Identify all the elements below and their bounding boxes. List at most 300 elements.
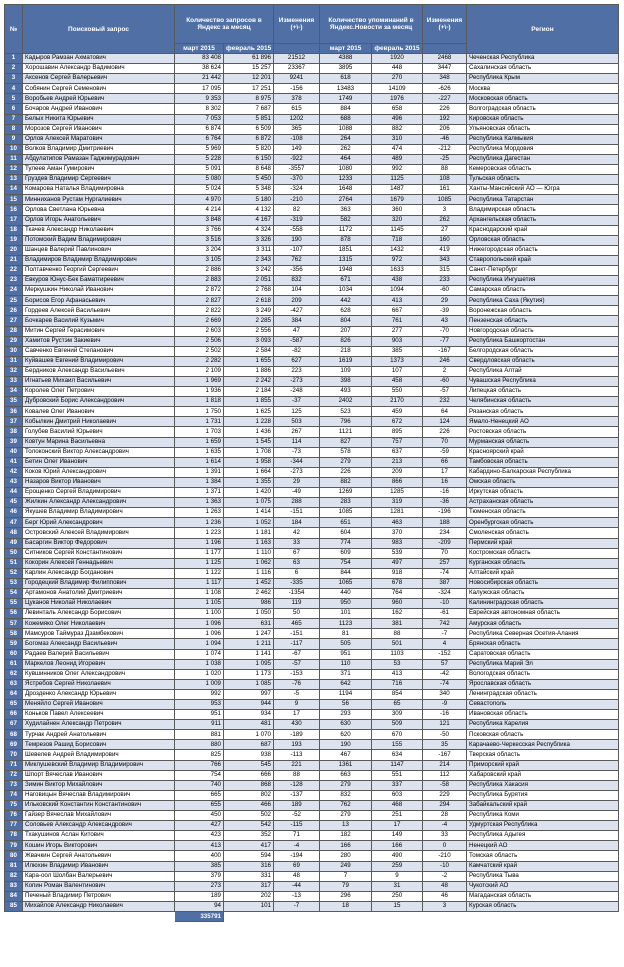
- mentions-feb-cell: 509: [372, 720, 423, 730]
- query-cell: Меняйло Сергей Иванович: [23, 700, 175, 710]
- mentions-feb-cell: 337: [372, 780, 423, 790]
- region-cell: Ленинградская область: [467, 689, 619, 699]
- mentions-feb-cell: 1125: [372, 175, 423, 185]
- query-cell: Худилайнен Александр Петрович: [23, 720, 175, 730]
- requests-feb-cell: 594: [224, 851, 274, 861]
- table-row: [5, 225, 619, 235]
- requests-mar-cell: 951: [175, 710, 224, 720]
- mentions-feb-cell: 458: [372, 377, 423, 387]
- requests-change-cell: -344: [274, 457, 320, 467]
- mentions-change-cell: 246: [423, 356, 467, 366]
- mentions-feb-cell: 17: [372, 821, 423, 831]
- query-cell: Волков Владимир Дмитриевич: [23, 144, 175, 154]
- row-number: 24: [5, 286, 23, 296]
- mentions-mar-cell: 190: [320, 740, 372, 750]
- mentions-mar-cell: 827: [320, 437, 372, 447]
- mentions-mar-cell: 804: [320, 316, 372, 326]
- requests-mar-cell: 1 391: [175, 467, 224, 477]
- table-row: [5, 417, 619, 427]
- mentions-change-cell: 188: [423, 518, 467, 528]
- row-number: 51: [5, 558, 23, 568]
- region-cell: Москва: [467, 84, 619, 94]
- region-cell: Томская область: [467, 851, 619, 861]
- query-cell: Бочаров Андрей Иванович: [23, 104, 175, 114]
- requests-change-cell: 149: [274, 144, 320, 154]
- query-cell: Шанцев Валерий Павлинович: [23, 245, 175, 255]
- mentions-feb-cell: 320: [372, 215, 423, 225]
- mentions-mar-cell: 182: [320, 831, 372, 841]
- query-cell: Кошин Игорь Викторович: [23, 841, 175, 851]
- requests-change-cell: 71: [274, 831, 320, 841]
- total-blank-6: [372, 911, 423, 921]
- requests-change-cell: 23367: [274, 64, 320, 74]
- mentions-change-cell: -46: [423, 134, 467, 144]
- requests-change-cell: 21512: [274, 54, 320, 64]
- requests-change-cell: -156: [274, 84, 320, 94]
- region-cell: Республика Хакасия: [467, 780, 619, 790]
- table-row: [5, 397, 619, 407]
- row-number: 33: [5, 377, 23, 387]
- mentions-change-cell: 3447: [423, 64, 467, 74]
- requests-change-cell: 17: [274, 710, 320, 720]
- mentions-feb-cell: 209: [372, 467, 423, 477]
- requests-feb-cell: 1 052: [224, 518, 274, 528]
- table-row: [5, 114, 619, 124]
- mentions-change-cell: 262: [423, 215, 467, 225]
- requests-feb-cell: 666: [224, 770, 274, 780]
- requests-feb-cell: 202: [224, 891, 274, 901]
- requests-change-cell: -107: [274, 245, 320, 255]
- requests-change-cell: -5: [274, 689, 320, 699]
- mentions-mar-cell: 826: [320, 336, 372, 346]
- requests-feb-cell: 986: [224, 599, 274, 609]
- region-cell: Ямало-Ненецкий АО: [467, 417, 619, 427]
- region-cell: Республика Саха (Якутия): [467, 296, 619, 306]
- requests-feb-cell: 1 452: [224, 578, 274, 588]
- requests-mar-cell: 2 883: [175, 276, 224, 286]
- mentions-feb-cell: 65: [372, 700, 423, 710]
- requests-change-cell: 50: [274, 609, 320, 619]
- table-row: [5, 366, 619, 376]
- table-row: [5, 336, 619, 346]
- requests-feb-cell: 5 851: [224, 114, 274, 124]
- query-cell: Островский Алексей Владимирович: [23, 528, 175, 538]
- requests-feb-cell: 1 211: [224, 639, 274, 649]
- mentions-change-cell: 108: [423, 175, 467, 185]
- region-cell: Приморский край: [467, 760, 619, 770]
- row-number: 20: [5, 245, 23, 255]
- row-number: 44: [5, 488, 23, 498]
- mentions-change-cell: 16: [423, 477, 467, 487]
- mentions-mar-cell: 262: [320, 144, 372, 154]
- mentions-feb-cell: 88: [372, 629, 423, 639]
- mentions-mar-cell: 663: [320, 770, 372, 780]
- requests-mar-cell: 1 020: [175, 669, 224, 679]
- mentions-change-cell: 192: [423, 114, 467, 124]
- requests-mar-cell: 4 970: [175, 195, 224, 205]
- row-number: 1: [5, 54, 23, 64]
- mentions-feb-cell: 309: [372, 710, 423, 720]
- requests-mar-cell: 665: [175, 790, 224, 800]
- table-row: [5, 265, 619, 275]
- header-requests-feb: февраль 2015: [224, 44, 274, 54]
- mentions-change-cell: -626: [423, 84, 467, 94]
- mentions-mar-cell: 642: [320, 679, 372, 689]
- mentions-mar-cell: 882: [320, 477, 372, 487]
- query-cell: Тулеев Аман Гумирович: [23, 165, 175, 175]
- query-cell: Потомский Вадим Владимирович: [23, 235, 175, 245]
- query-cell: Жилкин Александр Александрович: [23, 498, 175, 508]
- row-number: 75: [5, 800, 23, 810]
- requests-mar-cell: 1 100: [175, 609, 224, 619]
- requests-feb-cell: 331: [224, 871, 274, 881]
- mentions-feb-cell: 251: [372, 811, 423, 821]
- row-number: 80: [5, 851, 23, 861]
- mentions-change-cell: -16: [423, 710, 467, 720]
- requests-feb-cell: 1 247: [224, 629, 274, 639]
- region-cell: Рязанская область: [467, 407, 619, 417]
- query-cell: Куйвашев Евгений Владимирович: [23, 356, 175, 366]
- row-number: 28: [5, 326, 23, 336]
- row-number: 27: [5, 316, 23, 326]
- requests-change-cell: -73: [274, 447, 320, 457]
- requests-mar-cell: 413: [175, 841, 224, 851]
- query-cell: Ильковский Константин Константинович: [23, 800, 175, 810]
- table-row: [5, 518, 619, 528]
- table-row: [5, 689, 619, 699]
- requests-feb-cell: 2 618: [224, 296, 274, 306]
- mentions-mar-cell: 279: [320, 780, 372, 790]
- requests-feb-cell: 17 251: [224, 84, 274, 94]
- mentions-feb-cell: 983: [372, 538, 423, 548]
- mentions-change-cell: -16: [423, 488, 467, 498]
- query-cell: Коков Юрий Александрович: [23, 467, 175, 477]
- mentions-change-cell: 64: [423, 407, 467, 417]
- requests-change-cell: -108: [274, 134, 320, 144]
- requests-change-cell: 88: [274, 770, 320, 780]
- table-row: [5, 609, 619, 619]
- mentions-feb-cell: 634: [372, 750, 423, 760]
- mentions-change-cell: 28: [423, 811, 467, 821]
- requests-change-cell: 762: [274, 255, 320, 265]
- mentions-feb-cell: 854: [372, 689, 423, 699]
- table-row: [5, 387, 619, 397]
- mentions-change-cell: -70: [423, 326, 467, 336]
- row-number: 65: [5, 700, 23, 710]
- mentions-feb-cell: 277: [372, 326, 423, 336]
- mentions-mar-cell: 1749: [320, 94, 372, 104]
- region-cell: Брянская область: [467, 639, 619, 649]
- mentions-mar-cell: 1315: [320, 255, 372, 265]
- requests-change-cell: 82: [274, 205, 320, 215]
- table-row: [5, 104, 619, 114]
- table-row: [5, 316, 619, 326]
- mentions-change-cell: 3: [423, 901, 467, 911]
- requests-change-cell: 1202: [274, 114, 320, 124]
- requests-feb-cell: 1 664: [224, 467, 274, 477]
- query-cell: Якушев Владимир Владимирович: [23, 508, 175, 518]
- query-cell: Кара-оол Шолбан Валерьевич: [23, 871, 175, 881]
- mentions-change-cell: -167: [423, 750, 467, 760]
- region-cell: Еврейская автономная область: [467, 609, 619, 619]
- mentions-feb-cell: 1920: [372, 54, 423, 64]
- region-cell: Санкт-Петербург: [467, 265, 619, 275]
- row-number: 40: [5, 447, 23, 457]
- region-cell: Архангельская область: [467, 215, 619, 225]
- requests-change-cell: 104: [274, 286, 320, 296]
- requests-change-cell: -558: [274, 225, 320, 235]
- requests-change-cell: -117: [274, 639, 320, 649]
- table-row: [5, 881, 619, 891]
- table-row: [5, 215, 619, 225]
- region-cell: Республика Мордовия: [467, 144, 619, 154]
- table-row: [5, 780, 619, 790]
- requests-mar-cell: 1 635: [175, 447, 224, 457]
- query-cell: Хорошавин Александр Вадимович: [23, 64, 175, 74]
- mentions-feb-cell: 764: [372, 588, 423, 598]
- table-row: [5, 720, 619, 730]
- requests-change-cell: -248: [274, 387, 320, 397]
- region-cell: Сахалинская область: [467, 64, 619, 74]
- mentions-feb-cell: 672: [372, 417, 423, 427]
- query-cell: Копин Роман Валентинович: [23, 881, 175, 891]
- mentions-change-cell: -212: [423, 144, 467, 154]
- requests-feb-cell: 1 095: [224, 659, 274, 669]
- mentions-change-cell: 229: [423, 790, 467, 800]
- row-number: 4: [5, 84, 23, 94]
- mentions-change-cell: -50: [423, 730, 467, 740]
- mentions-feb-cell: 2170: [372, 397, 423, 407]
- row-number: 85: [5, 901, 23, 911]
- mentions-mar-cell: 18: [320, 901, 372, 911]
- mentions-feb-cell: 678: [372, 578, 423, 588]
- mentions-mar-cell: 609: [320, 548, 372, 558]
- requests-feb-cell: 868: [224, 780, 274, 790]
- row-number: 26: [5, 306, 23, 316]
- mentions-mar-cell: 1080: [320, 165, 372, 175]
- query-cell: Орлов Алексей Маратович: [23, 134, 175, 144]
- region-cell: Московская область: [467, 94, 619, 104]
- requests-feb-cell: 12 201: [224, 74, 274, 84]
- region-cell: Чувашская Республика: [467, 377, 619, 387]
- total-blank-8: [467, 911, 619, 921]
- row-number: 66: [5, 710, 23, 720]
- region-cell: Пензенская область: [467, 316, 619, 326]
- requests-feb-cell: 4 324: [224, 225, 274, 235]
- mentions-feb-cell: 1103: [372, 649, 423, 659]
- requests-change-cell: -370: [274, 175, 320, 185]
- mentions-feb-cell: 718: [372, 235, 423, 245]
- requests-change-cell: -82: [274, 346, 320, 356]
- table-body: [5, 54, 619, 912]
- requests-change-cell: 832: [274, 276, 320, 286]
- region-cell: Карачаево-Черкесская Республика: [467, 740, 619, 750]
- mentions-change-cell: 343: [423, 255, 467, 265]
- region-cell: Вологодская область: [467, 669, 619, 679]
- mentions-change-cell: -196: [423, 508, 467, 518]
- mentions-change-cell: -61: [423, 609, 467, 619]
- row-number: 32: [5, 366, 23, 376]
- requests-mar-cell: 3 516: [175, 235, 224, 245]
- requests-mar-cell: 2 603: [175, 326, 224, 336]
- query-cell: Комарова Наталья Владимировна: [23, 185, 175, 195]
- total-blank-3: [224, 911, 274, 921]
- requests-mar-cell: 17 095: [175, 84, 224, 94]
- mentions-change-cell: 70: [423, 548, 467, 558]
- mentions-mar-cell: 371: [320, 669, 372, 679]
- region-cell: Ярославская область: [467, 679, 619, 689]
- mentions-mar-cell: 279: [320, 811, 372, 821]
- row-number: 19: [5, 235, 23, 245]
- query-cell: Шпорт Вячеслав Иванович: [23, 770, 175, 780]
- requests-mar-cell: 655: [175, 800, 224, 810]
- mentions-feb-cell: 53: [372, 659, 423, 669]
- row-number: 7: [5, 114, 23, 124]
- query-cell: Зимин Виктор Михайлович: [23, 780, 175, 790]
- requests-change-cell: -113: [274, 750, 320, 760]
- row-number: 13: [5, 175, 23, 185]
- mentions-mar-cell: 1123: [320, 619, 372, 629]
- region-cell: Ивановская область: [467, 710, 619, 720]
- table-row: [5, 74, 619, 84]
- table-row: [5, 871, 619, 881]
- row-number: 36: [5, 407, 23, 417]
- requests-feb-cell: 4 167: [224, 215, 274, 225]
- mentions-change-cell: 232: [423, 397, 467, 407]
- requests-feb-cell: 1 228: [224, 417, 274, 427]
- requests-change-cell: 63: [274, 558, 320, 568]
- mentions-change-cell: 121: [423, 720, 467, 730]
- region-cell: Ставропольский край: [467, 255, 619, 265]
- region-cell: Кемеровская область: [467, 165, 619, 175]
- header-requests-mar: март 2015: [175, 44, 224, 54]
- requests-feb-cell: 2 584: [224, 346, 274, 356]
- header-change-mentions-blank: [423, 44, 467, 54]
- table-row: [5, 558, 619, 568]
- mentions-feb-cell: 1094: [372, 286, 423, 296]
- mentions-feb-cell: 310: [372, 134, 423, 144]
- total-requests: 335791: [175, 911, 224, 921]
- header-mentions-mar: март 2015: [320, 44, 372, 54]
- header-region: Регион: [467, 5, 619, 54]
- mentions-feb-cell: 474: [372, 144, 423, 154]
- row-number: 53: [5, 578, 23, 588]
- region-cell: Курская область: [467, 901, 619, 911]
- requests-feb-cell: 5 820: [224, 144, 274, 154]
- requests-mar-cell: 992: [175, 689, 224, 699]
- row-number: 15: [5, 195, 23, 205]
- query-cell: Морозов Сергей Иванович: [23, 124, 175, 134]
- region-cell: Республика Алтай: [467, 366, 619, 376]
- requests-mar-cell: 5 080: [175, 175, 224, 185]
- mentions-mar-cell: 279: [320, 457, 372, 467]
- mentions-change-cell: -25: [423, 154, 467, 164]
- query-cell: Дубровский Борис Александрович: [23, 397, 175, 407]
- query-cell: Карлин Александр Богданович: [23, 568, 175, 578]
- requests-mar-cell: 1 094: [175, 639, 224, 649]
- table-row: [5, 639, 619, 649]
- mentions-change-cell: 234: [423, 528, 467, 538]
- table-row: [5, 356, 619, 366]
- query-cell: Собянин Сергей Семенович: [23, 84, 175, 94]
- query-cell: Левинталь Александр Борисович: [23, 609, 175, 619]
- row-number: 6: [5, 104, 23, 114]
- region-cell: Магаданская область: [467, 891, 619, 901]
- requests-mar-cell: 400: [175, 851, 224, 861]
- requests-feb-cell: 1 070: [224, 730, 274, 740]
- row-number: 42: [5, 467, 23, 477]
- table-row: [5, 568, 619, 578]
- query-cell: Берг Юрий Александрович: [23, 518, 175, 528]
- requests-mar-cell: 1 223: [175, 528, 224, 538]
- query-cell: Владимиров Владимир Владимирович: [23, 255, 175, 265]
- table-row: [5, 205, 619, 215]
- header-change-mentions: Изменения (+\-): [423, 5, 467, 44]
- row-number: 67: [5, 720, 23, 730]
- table-row: [5, 326, 619, 336]
- requests-feb-cell: 2 184: [224, 387, 274, 397]
- region-cell: Псковская область: [467, 730, 619, 740]
- table-row: [5, 528, 619, 538]
- table-row: [5, 659, 619, 669]
- requests-change-cell: -4: [274, 841, 320, 851]
- query-cell: Кожемяко Олег Николаевич: [23, 619, 175, 629]
- mentions-mar-cell: 166: [320, 841, 372, 851]
- mentions-mar-cell: 1085: [320, 508, 372, 518]
- row-number: 83: [5, 881, 23, 891]
- mentions-change-cell: 206: [423, 124, 467, 134]
- mentions-feb-cell: 918: [372, 568, 423, 578]
- table-row: [5, 195, 619, 205]
- mentions-mar-cell: 109: [320, 366, 372, 376]
- region-cell: Республика Северная Осетия-Алания: [467, 629, 619, 639]
- mentions-mar-cell: 79: [320, 881, 372, 891]
- table-row: [5, 790, 619, 800]
- requests-feb-cell: 1 163: [224, 538, 274, 548]
- mentions-feb-cell: 1147: [372, 760, 423, 770]
- table-row: [5, 467, 619, 477]
- mentions-feb-cell: 463: [372, 518, 423, 528]
- query-cell: Митин Сергей Герасимович: [23, 326, 175, 336]
- mentions-change-cell: 226: [423, 104, 467, 114]
- mentions-mar-cell: 249: [320, 861, 372, 871]
- governors-ranking-table: [4, 4, 619, 922]
- mentions-feb-cell: 1285: [372, 488, 423, 498]
- requests-feb-cell: 1 420: [224, 488, 274, 498]
- region-cell: Ульяновская область: [467, 124, 619, 134]
- row-number: 71: [5, 760, 23, 770]
- mentions-mar-cell: 56: [320, 700, 372, 710]
- row-number: 23: [5, 276, 23, 286]
- header-query: Поисковый запрос: [23, 5, 175, 54]
- mentions-feb-cell: 637: [372, 447, 423, 457]
- requests-mar-cell: 1 750: [175, 407, 224, 417]
- query-cell: Темрезов Рашид Борисович: [23, 740, 175, 750]
- mentions-feb-cell: 992: [372, 165, 423, 175]
- region-cell: Хабаровский край: [467, 770, 619, 780]
- requests-mar-cell: 2 886: [175, 265, 224, 275]
- mentions-change-cell: 46: [423, 891, 467, 901]
- requests-mar-cell: 450: [175, 811, 224, 821]
- row-number: 82: [5, 871, 23, 881]
- query-cell: Ковтун Марина Васильевна: [23, 437, 175, 447]
- row-number: 63: [5, 679, 23, 689]
- requests-mar-cell: 1 731: [175, 417, 224, 427]
- mentions-feb-cell: 166: [372, 841, 423, 851]
- mentions-feb-cell: 667: [372, 306, 423, 316]
- mentions-feb-cell: 15: [372, 901, 423, 911]
- mentions-feb-cell: 381: [372, 619, 423, 629]
